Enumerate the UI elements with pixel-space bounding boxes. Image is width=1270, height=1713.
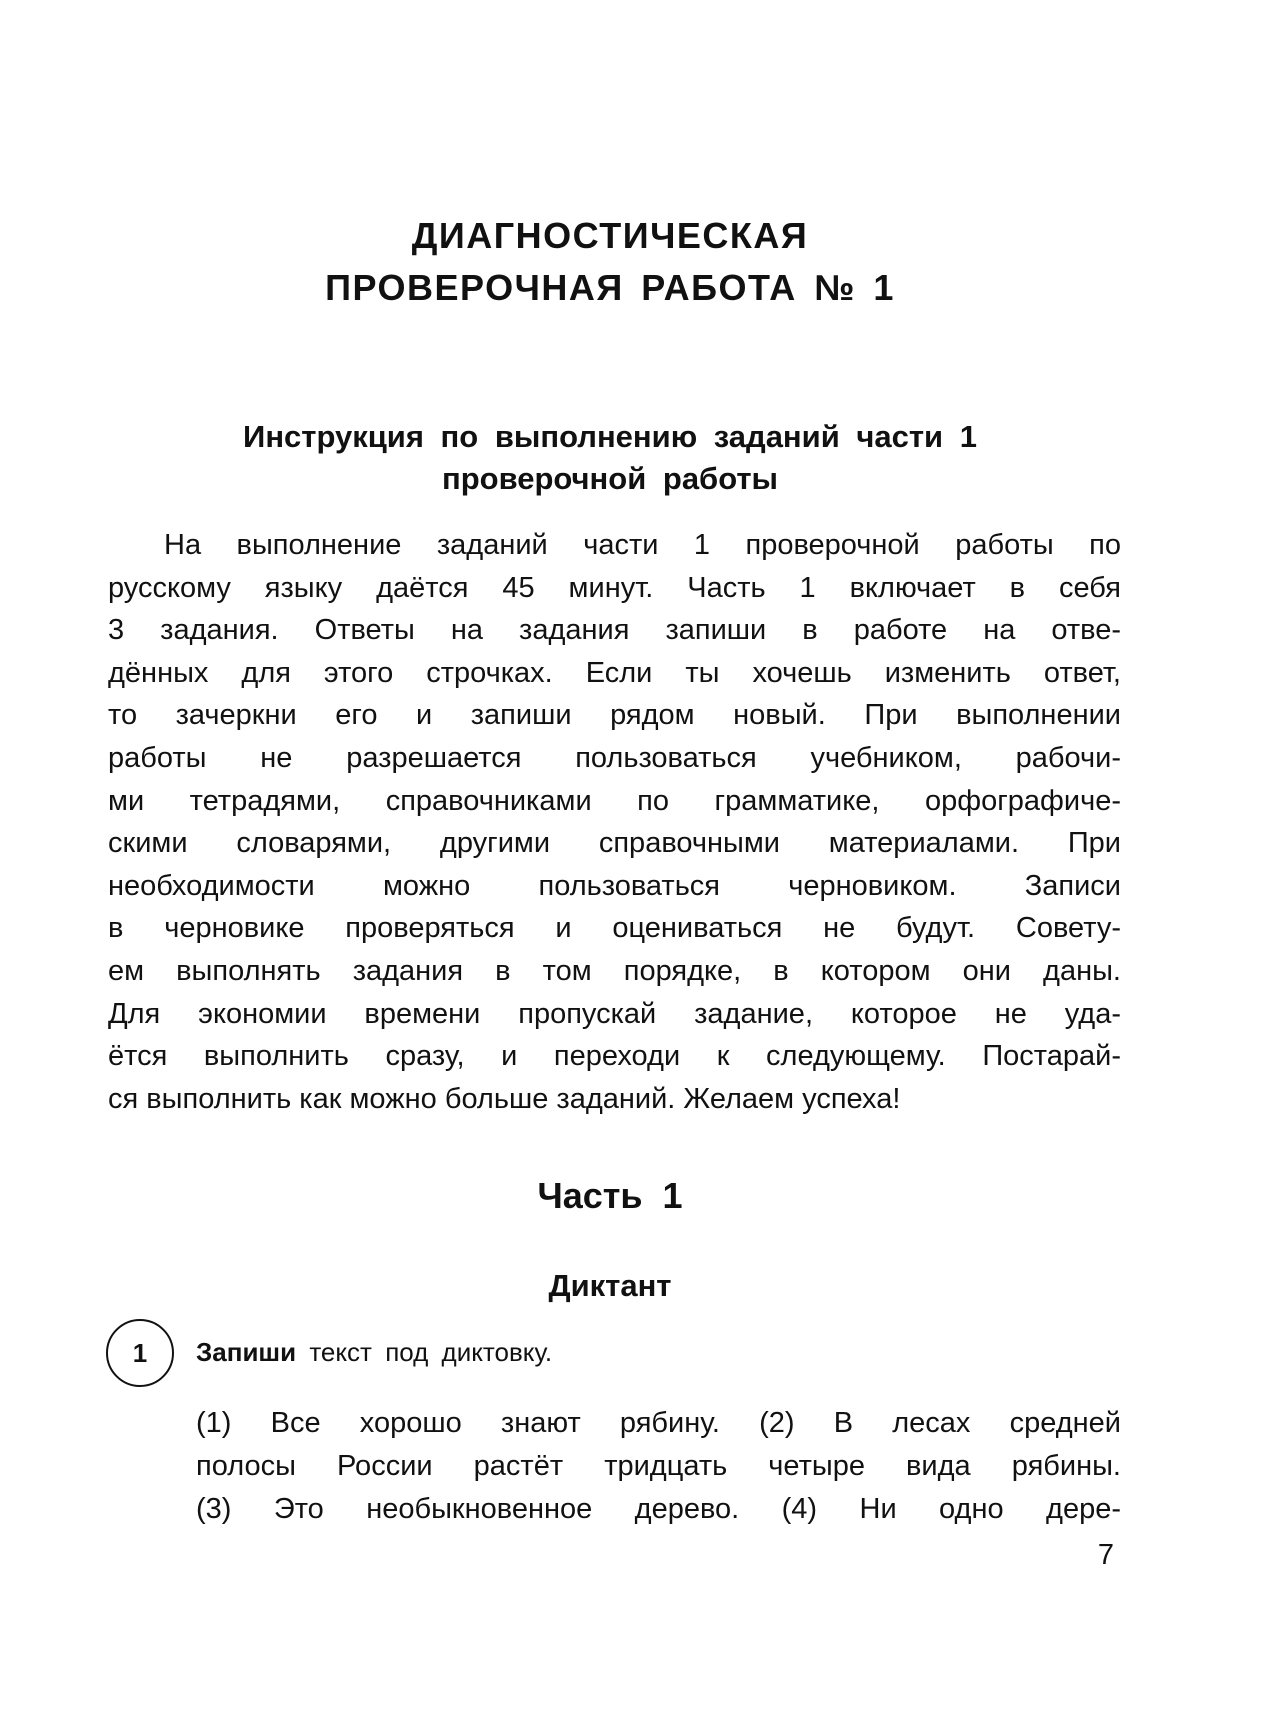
instruction-line: ся выполнить как можно больше заданий. Желаем успеха! [108,1082,901,1115]
dictation-line: полосы России растёт тридцать четыре вида рябины. [196,1450,1121,1482]
instruction-line: ми тетрадями, справочниками по грамматике, орфографиче- [108,784,1121,817]
instruction-paragraph [108,524,1121,1120]
instruction-heading-line-2: проверочной работы [441,461,779,496]
task-instruction [196,1334,552,1370]
document-title-line-1: ДИАГНОСТИЧЕСКАЯ [411,215,809,256]
instruction-line: Для экономии времени пропускай задание, которое не уда- [108,997,1121,1030]
instruction-heading-line-1: Инструкция по выполнению заданий части 1 [243,419,977,454]
instruction-heading [0,416,1220,500]
task-instruction-verb: Запиши [196,1337,297,1367]
task-instruction-text: текст под диктовку. [296,1337,553,1367]
page-number: 7 [1097,1539,1114,1571]
instruction-line: то зачеркни его и запиши рядом новый. При выполнении [108,699,1121,732]
task-number: 1 [132,1337,148,1368]
task-number-circle [106,1319,174,1387]
document-title [0,210,1220,314]
instruction-line: дённых для этого строчках. Если ты хочешь изменить ответ, [108,656,1121,689]
document-title-line-2: ПРОВЕРОЧНАЯ РАБОТА № 1 [325,267,895,308]
instruction-line: русскому языку даётся 45 минут. Часть 1 включает в себя [108,571,1121,604]
dictation-text [196,1402,1121,1531]
instruction-line: ем выполнять задания в том порядке, в котором они даны. [108,954,1121,987]
dictation-line: (3) Это необыкновенное дерево. (4) Ни одно дере- [196,1493,1121,1525]
instruction-line: ётся выполнить сразу, и переходи к следующему. Постарай- [108,1040,1121,1073]
dictation-line: (1) Все хорошо знают рябину. (2) В лесах средней [196,1407,1121,1439]
instruction-line: На выполнение заданий части 1 проверочной работы по [164,529,1121,561]
instruction-line: в черновике проверяться и оцениваться не будут. Совету- [108,912,1121,945]
instruction-line: 3 задания. Ответы на задания запиши в работе на отве- [108,614,1121,647]
section-title: Диктант [548,1268,672,1303]
part-title: Часть 1 [537,1175,683,1216]
instruction-line: работы не разрешается пользоваться учебником, рабочи- [108,741,1121,774]
instruction-line: скими словарями, другими справочными материалами. При [108,827,1121,860]
instruction-line: необходимости можно пользоваться черновиком. Записи [108,869,1121,902]
